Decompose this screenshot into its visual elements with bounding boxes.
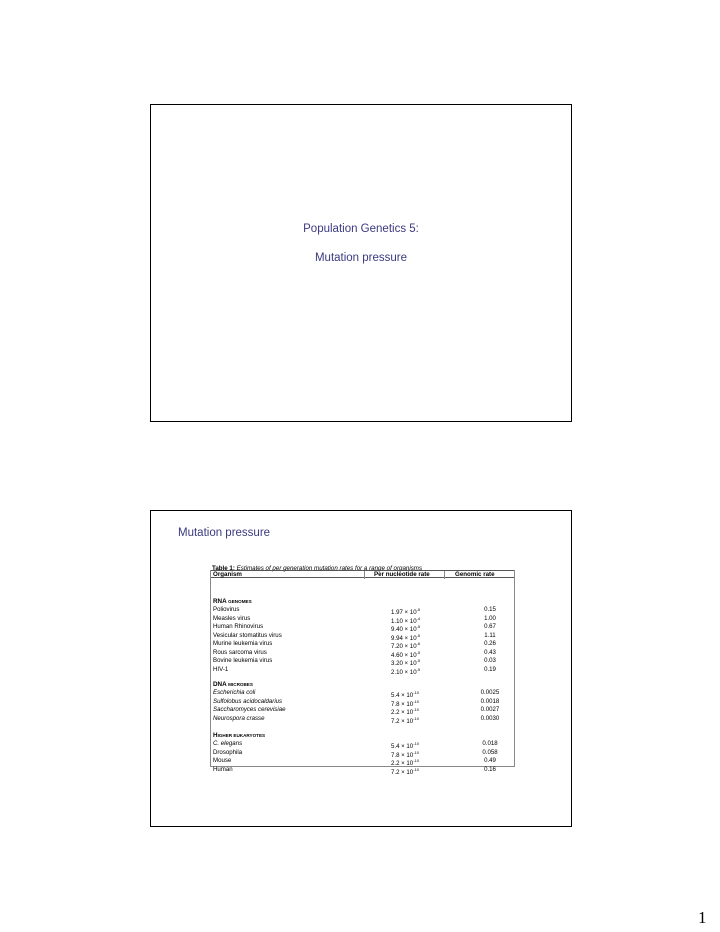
rate-exponent: -5	[416, 658, 421, 663]
section-label	[213, 732, 265, 739]
per-nucleotide-rate-cell	[391, 716, 419, 725]
table-row	[211, 698, 514, 706]
rate-mantissa: 2.2 × 10	[391, 709, 414, 716]
organism-cell: Murine leukemia virus	[213, 640, 273, 647]
rate-mantissa: 1.97 × 10	[391, 609, 417, 616]
rate-exponent: -10	[413, 766, 419, 772]
rate-mantissa: 5.4 × 10	[391, 692, 414, 699]
genomic-rate-cell: 0.03	[484, 657, 496, 664]
table-row	[211, 615, 514, 623]
rate-exponent: -10	[413, 698, 419, 704]
table-row	[211, 766, 514, 774]
organism-cell: HIV-1	[213, 665, 229, 673]
table-row	[211, 706, 514, 714]
section-label-rest: MICROBES	[228, 682, 253, 687]
per-nucleotide-rate-cell	[391, 667, 420, 676]
rate-exponent: -10	[413, 707, 419, 712]
rate-exponent: -6	[416, 641, 421, 646]
genomic-rate-cell: 0.0030	[480, 714, 500, 722]
per-nucleotide-rate-cell	[391, 767, 419, 776]
organism-cell: C. elegans	[213, 740, 243, 747]
genomic-rate-cell: 0.15	[484, 606, 496, 613]
table-row	[211, 740, 514, 748]
genomic-rate-cell: 0.16	[484, 765, 496, 773]
slide-title-heading: Population Genetics 5:	[303, 223, 419, 235]
rate-mantissa: 2.10 × 10	[391, 668, 417, 676]
organism-cell: Escherichia coli	[213, 689, 256, 696]
rate-mantissa: 1.10 × 10	[391, 617, 417, 625]
table-caption-text: Estimates of per generation mutation rates for a range of organisms	[236, 565, 423, 572]
genomic-rate-cell: 0.26	[484, 640, 496, 647]
rate-mantissa: 7.2 × 10	[391, 768, 414, 776]
rate-mantissa: 5.4 × 10	[391, 743, 414, 750]
organism-cell: Drosophila	[213, 748, 243, 756]
rate-exponent: -5	[416, 649, 421, 655]
rate-exponent: -10	[413, 749, 419, 755]
header-per-nucleotide-rate: Per nucleotide rate	[374, 571, 430, 578]
rate-mantissa: 3.20 × 10	[391, 660, 417, 667]
table-header-row	[211, 570, 514, 578]
table-row	[211, 632, 514, 640]
rate-mantissa: 2.2 × 10	[391, 760, 414, 767]
genomic-rate-cell: 0.0025	[480, 689, 500, 696]
rate-exponent: -5	[416, 666, 421, 672]
table-row	[211, 657, 514, 665]
genomic-rate-cell: 0.49	[484, 757, 496, 764]
organism-cell: Human Rhinovirus	[213, 623, 264, 630]
rate-exponent: -4	[416, 615, 421, 621]
table-row	[211, 606, 514, 614]
genomic-rate-cell: 0.058	[482, 748, 498, 756]
rate-exponent: -5	[416, 607, 421, 612]
page-number: 1	[698, 908, 707, 927]
table-row	[211, 689, 514, 697]
rate-exponent: -5	[416, 624, 421, 629]
table-row	[211, 640, 514, 648]
rate-mantissa: 7.8 × 10	[391, 700, 414, 708]
organism-cell: Bovine leukemia virus	[213, 657, 273, 664]
slide-title-subheading: Mutation pressure	[314, 252, 408, 264]
organism-cell: Human	[213, 765, 233, 773]
genomic-rate-cell: 1.11	[484, 631, 496, 639]
section-label	[213, 681, 253, 688]
section-label-initial: RNA	[213, 598, 227, 605]
organism-cell: Mouse	[213, 757, 232, 764]
table-row	[211, 749, 514, 757]
rate-mantissa: 9.40 × 10	[391, 626, 417, 633]
rate-exponent: -10	[413, 758, 419, 763]
table-row	[211, 649, 514, 657]
slide-mutation-pressure	[150, 510, 572, 827]
table-row	[211, 757, 514, 765]
rate-mantissa: 9.94 × 10	[391, 634, 417, 642]
organism-cell: Measles virus	[213, 614, 251, 622]
table-row	[211, 666, 514, 674]
rate-mantissa: 7.8 × 10	[391, 751, 414, 759]
slide-title	[150, 104, 572, 422]
section-label-initial: H	[213, 732, 218, 739]
genomic-rate-cell: 0.018	[482, 740, 498, 747]
header-divider	[364, 571, 365, 579]
genomic-rate-cell: 0.43	[484, 648, 496, 656]
organism-cell: Neurospora crasse	[213, 714, 265, 722]
genomic-rate-cell: 0.0018	[480, 697, 500, 705]
genomic-rate-cell: 1.00	[484, 614, 496, 622]
organism-cell: Vesicular stomatitus virus	[213, 631, 282, 639]
organism-cell: Rous sarcoma virus	[213, 648, 267, 656]
organism-cell: Poliovirus	[213, 606, 240, 613]
rate-mantissa: 7.2 × 10	[391, 717, 414, 725]
section-label-rest: GENOMES	[228, 599, 252, 604]
rate-mantissa: 4.60 × 10	[391, 651, 417, 659]
header-divider	[444, 571, 445, 579]
organism-cell: Saccharomyces cerevisiae	[213, 706, 286, 713]
table-caption-label: Table 1	[212, 565, 233, 572]
rate-exponent: -5	[416, 632, 421, 638]
rate-mantissa: 7.20 × 10	[391, 643, 417, 650]
rate-exponent: -10	[413, 690, 419, 695]
section-label-rest: IGHER EUKARYOTES	[217, 733, 266, 738]
table-row	[211, 623, 514, 631]
genomic-rate-cell: 0.0027	[480, 706, 500, 713]
organism-cell: Sulfolobus acidocaldarius	[213, 697, 283, 705]
genomic-rate-cell: 0.67	[484, 623, 496, 630]
rate-exponent: -10	[413, 741, 419, 746]
section-label	[213, 598, 252, 605]
section-label-initial: DNA	[213, 681, 227, 688]
genomic-rate-cell: 0.19	[484, 665, 496, 673]
table-row	[211, 715, 514, 723]
slide-heading: Mutation pressure	[178, 527, 271, 539]
header-genomic-rate: Genomic rate	[455, 571, 495, 578]
table-caption: Table 1: Estimates of per generation mutation rates for a range of organisms	[212, 565, 423, 572]
header-organism: Organism	[213, 571, 242, 578]
rate-exponent: -10	[413, 715, 419, 721]
